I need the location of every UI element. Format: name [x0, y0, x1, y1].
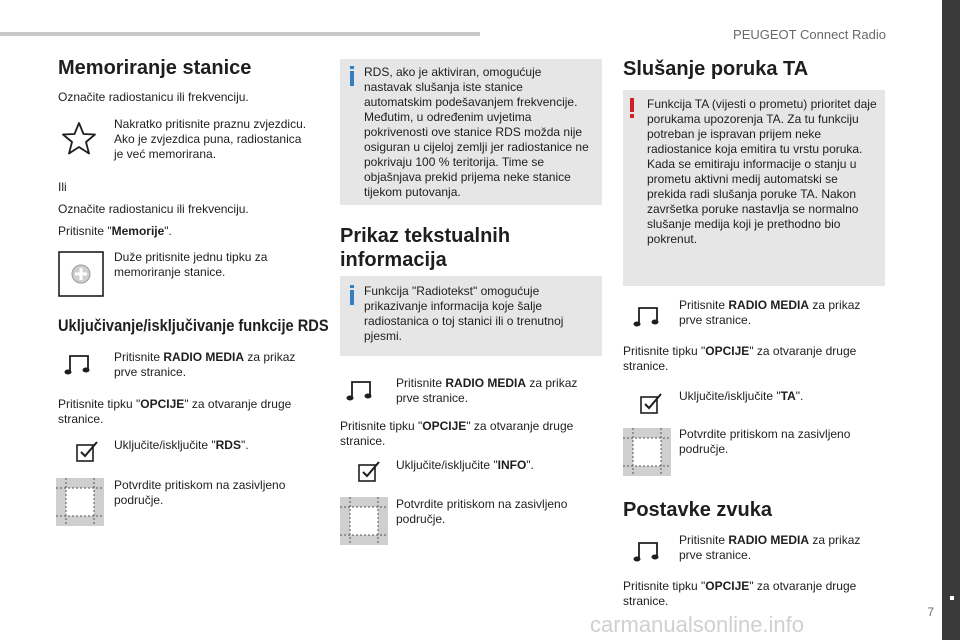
text-radio-media-4: Pritisnite RADIO MEDIA za prikaz prve stranice. — [679, 533, 861, 562]
checkbox-icon — [76, 440, 100, 462]
text-select-station-2: Označite radiostanicu ili frekvenciju. — [58, 202, 249, 216]
info-icon — [348, 285, 356, 305]
page-edge-tab — [942, 0, 960, 640]
text-radio-media-1: Pritisnite RADIO MEDIA za prikaz prve stranice. — [114, 350, 296, 379]
text-press-memory: Pritisnite "Memorije". — [58, 224, 172, 238]
plus-icon — [58, 251, 104, 297]
header-rule — [0, 32, 480, 36]
text-info-rds: RDS, ako je aktiviran, omogućuje nastavak slušanja iste stanice automatskim podešavanjem frekvencije. Međutim, u određenim uvjetima pokrivenosti ove stanice RDS možda nije osiguran u cijeloj zemlji jer radiostanice ne pokrivaju 100 % teritorija. Time se objašnjava prekid prijema neke stanice tijekom putovanja. — [364, 65, 589, 199]
star-icon — [60, 120, 98, 158]
text-toggle-info: Uključite/isključite "INFO". — [396, 458, 534, 472]
section-title-ta: Slušanje poruka TA — [623, 58, 809, 80]
text-confirm-3: Potvrdite pritiskom na zasivljeno područje. — [679, 427, 851, 456]
text-options-3: Pritisnite tipku "OPCIJE" za otvaranje druge stranice. — [623, 344, 857, 373]
warning-icon — [628, 98, 636, 118]
grey-area-icon — [340, 497, 388, 545]
info-icon — [348, 66, 356, 86]
text-options-2: Pritisnite tipku "OPCIJE" za otvaranje druge stranice. — [340, 419, 574, 448]
text-or: Ili — [58, 180, 67, 194]
section-title-sound: Postavke zvuka — [623, 499, 772, 521]
text-long-press: Duže pritisnite jednu tipku za memoriranje stanice. — [114, 250, 268, 279]
music-note-icon — [633, 304, 661, 328]
text-radio-media-2: Pritisnite RADIO MEDIA za prikaz prve stranice. — [396, 376, 578, 405]
page-number: 7 — [927, 605, 934, 619]
edge-marker — [950, 596, 954, 600]
music-note-icon — [346, 378, 374, 402]
section-title-memory: Memoriranje stanice — [58, 57, 252, 79]
grey-area-icon — [623, 428, 671, 476]
music-note-icon — [633, 539, 661, 563]
text-options-4: Pritisnite tipku "OPCIJE" za otvaranje druge stranice. — [623, 579, 857, 608]
text-info-radiotext: Funkcija "Radiotekst" omogućuje prikazivanje informacija koje šalje radiostanica o toj stanici ili o trenutnoj pjesmi. — [364, 284, 564, 343]
text-radio-media-3: Pritisnite RADIO MEDIA za prikaz prve stranice. — [679, 298, 861, 327]
checkbox-icon — [640, 392, 664, 414]
text-toggle-rds: Uključite/isključite "RDS". — [114, 438, 249, 452]
watermark: carmanualsonline.info — [590, 612, 805, 637]
text-confirm-1: Potvrdite pritiskom na zasivljeno područje. — [114, 478, 286, 507]
text-confirm-2: Potvrdite pritiskom na zasivljeno područje. — [396, 497, 568, 526]
section-title-radiotext: Prikaz tekstualnih informacija — [340, 225, 511, 271]
section-title-rds: Uključivanje/isključivanje funkcije RDS — [58, 316, 329, 335]
text-select-station: Označite radiostanicu ili frekvenciju. — [58, 90, 249, 104]
text-options-1: Pritisnite tipku "OPCIJE" za otvaranje druge stranice. — [58, 397, 292, 426]
brand-label: PEUGEOT Connect Radio — [733, 27, 886, 42]
text-star-instruction: Nakratko pritisnite praznu zvjezdicu. Ako je zvjezdica puna, radiostanica je već memorirana. — [114, 117, 307, 161]
text-toggle-ta: Uključite/isključite "TA". — [679, 389, 804, 403]
grey-area-icon — [56, 478, 104, 526]
checkbox-icon — [358, 460, 382, 482]
music-note-icon — [64, 352, 92, 376]
text-warning-ta: Funkcija TA (vijesti o prometu) prioritet daje porukama upozorenja TA. Za tu funkciju potreban je ispravan prijem neke radiostanice koja emitira tu vrstu poruka. Kada se emitiraju informacije o stanju u prometu aktivni medij automatski se prekida radi slušanja poruke TA. Nakon završetka poruke nastavlja se normalno slušanje medija koji je prethodno bio pokrenut. — [647, 97, 877, 246]
